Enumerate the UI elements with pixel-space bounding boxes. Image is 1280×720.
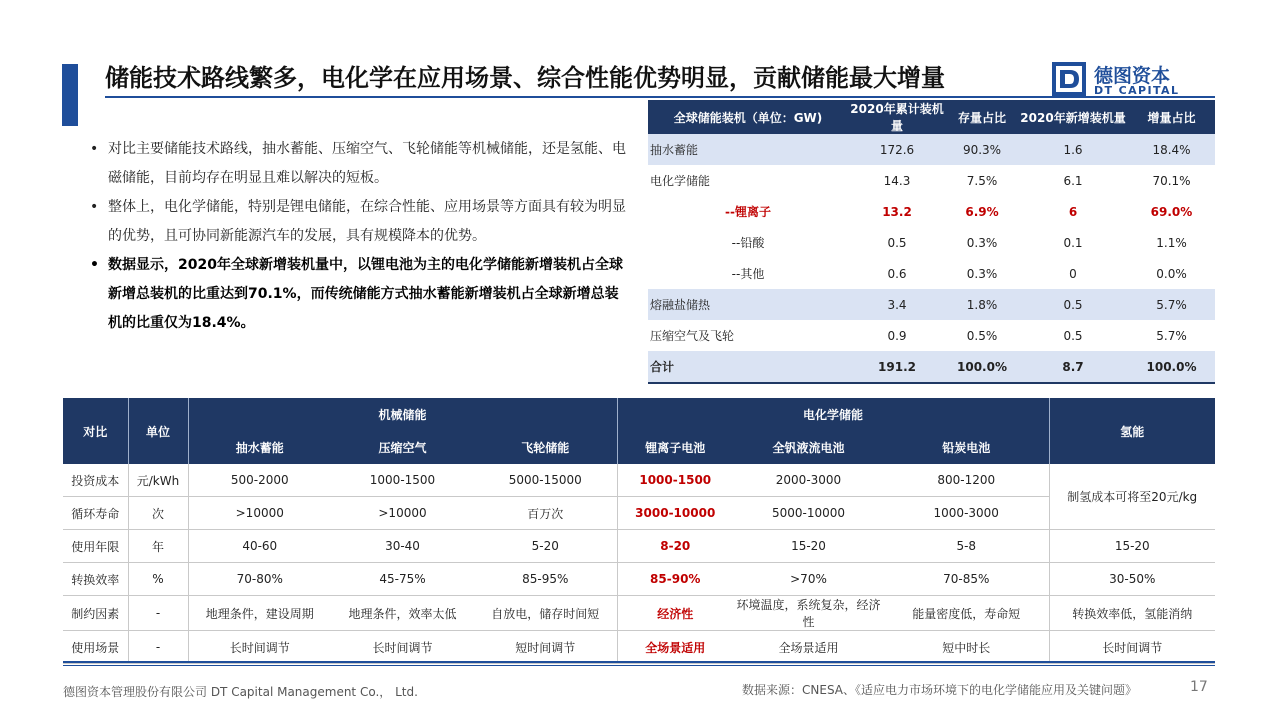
table-header-row [63,398,1215,431]
table-cell: 15-20 [733,530,884,563]
table-cell: 5-20 [474,530,617,563]
table-cell: 1000-3000 [884,497,1049,530]
table-cell: 6.1 [1063,173,1083,188]
table-cell: 0.5 [1018,289,1128,320]
header-cell: 单位 [128,398,188,464]
table-row [648,227,1215,258]
company-logo [1052,62,1222,96]
table-row [63,530,1215,563]
table-cell: 0.5% [966,328,998,343]
table-cell: 3000-10000 [617,497,733,530]
table-cell: 70-80% [188,563,331,596]
header-cell: 对比 [63,398,128,464]
table-cell: 40-60 [188,530,331,563]
bullet-item: • 数据显示，2020年全球新增装机量中，以锂电池为主的电化学储能新增装机占全球新增总装机的比重达到70.1%，而传统储能方式抽水蓄能新增装机占全球新增总装机的比重仅为18.4%。 [90,257,623,331]
dt-logo-icon [1052,62,1086,96]
table-cell: 短中时长 [884,631,1049,664]
unit-cell: 元/kWh [128,464,188,497]
table-cell: 85-90% [617,563,733,596]
row-name: 抽水蓄能 [648,134,848,165]
table-cell: 45-75% [331,563,474,596]
unit-cell: 次 [128,497,188,530]
row-label: 投资成本 [63,464,128,497]
table-cell: 长时间调节 [1049,631,1215,664]
page-number: 17 [1190,679,1208,695]
table-cell: 短时间调节 [474,631,617,664]
table-cell: 70-85% [884,563,1049,596]
table-row [648,320,1215,351]
row-label: 转换效率 [63,563,128,596]
table-row [648,196,1215,227]
header-cell: 增量占比 [1128,100,1215,134]
row-name: --锂离子 [725,205,771,219]
footer-divider [63,661,1215,663]
table-row [648,289,1215,320]
table-cell: 1.6 [1018,134,1128,165]
table-cell: 30-50% [1049,563,1215,596]
title-divider [105,96,1215,98]
table-cell: 长时间调节 [331,631,474,664]
footer-company: 德图资本管理股份有限公司 DT Capital Management Co.， Ltd. [63,685,418,699]
table-cell: 3.4 [848,289,946,320]
table-cell: 1.8% [946,289,1018,320]
table-cell: 5000-15000 [474,464,617,497]
table-cell: 0.5 [1063,328,1083,343]
row-label: 制约因素 [63,596,128,631]
header-cell: 压缩空气 [331,431,474,464]
table-cell: 8-20 [617,530,733,563]
table-row [648,258,1215,289]
summary-bullets [90,135,630,338]
row-name: 压缩空气及飞轮 [650,329,735,343]
table-cell: 5.7% [1156,328,1187,343]
row-label: 使用年限 [63,530,128,563]
table-cell: 85-95% [474,563,617,596]
table-cell: 15-20 [1049,530,1215,563]
table-cell: 1000-1500 [331,464,474,497]
footer-source: 数据来源：CNESA、《适应电力市场环境下的电化学储能应用及关键问题》 [742,683,1137,697]
table-row [63,464,1215,497]
table-cell: 5.7% [1128,289,1215,320]
table-cell: 0.3% [966,266,998,281]
table-cell: 0 [1069,266,1077,281]
table-cell: >70% [733,563,884,596]
bullet-text: 数据显示，2020年全球新增装机量中，以锂电池为主的电化学储能新增装机占全球新增总装机的比重达到70.1%，而传统储能方式抽水蓄能新增装机占全球新增总装机的比重仅为18.4%。 [108,257,623,331]
table-cell: 6.9% [965,204,999,219]
table-cell: 经济性 [617,596,733,631]
technology-comparison-table [63,398,1215,664]
table-cell: 转换效率低，氢能消纳 [1049,596,1215,631]
header-cell: 锂离子电池 [617,431,733,464]
table-cell: 0.9 [887,328,907,343]
bullet-item: • 整体上，电化学储能，特别是锂电储能，在综合性能、应用场景等方面具有较为明显的优势，且可协同新能源汽车的发展，具有规模降本的优势。 [90,199,626,244]
header-cell: 铅炭电池 [884,431,1049,464]
capacity-table [648,100,1215,384]
table-row [648,134,1215,165]
table-total-row [648,351,1215,383]
table-cell: 0.1 [1063,235,1083,250]
table-cell: 30-40 [331,530,474,563]
table-cell: 8.7 [1018,351,1128,383]
table-cell: 百万次 [474,497,617,530]
table-cell: 5-8 [884,530,1049,563]
table-cell: 环境温度，系统复杂，经济性 [733,596,884,631]
table-cell: >10000 [331,497,474,530]
table-cell: 500-2000 [188,464,331,497]
row-name: --铅酸 [731,236,765,250]
header-cell: 抽水蓄能 [188,431,331,464]
table-cell: 2000-3000 [733,464,884,497]
row-label: 循环寿命 [63,497,128,530]
table-cell: 172.6 [848,134,946,165]
table-cell: 地理条件，效率太低 [331,596,474,631]
unit-cell: - [128,596,188,631]
table-row [63,596,1215,631]
unit-cell: % [128,563,188,596]
table-cell: 自放电，储存时间短 [474,596,617,631]
row-name: --其他 [731,267,765,281]
table-cell: 1.1% [1156,235,1187,250]
header-cell: 全球储能装机（单位：GW) [648,100,848,134]
table-row [63,563,1215,596]
table-cell: 0.5 [887,235,907,250]
table-cell: 地理条件，建设周期 [188,596,331,631]
footer-divider-thin [63,665,1215,666]
table-cell: 0.6 [887,266,907,281]
table-subheader-row [63,431,1215,464]
row-name: 熔融盐储热 [648,289,848,320]
header-group-electrochemical: 电化学储能 [617,398,1049,431]
table-cell: 69.0% [1150,204,1193,219]
header-cell: 存量占比 [946,100,1018,134]
bullet-text: 对比主要储能技术路线，抽水蓄能、压缩空气、飞轮储能等机械储能，还是氢能、电磁储能，目前均存在明显且难以解决的短板。 [108,141,626,186]
table-cell: 7.5% [966,173,998,188]
logo-chinese-name: 德图资本 [1094,65,1171,87]
page-title: 储能技术路线繁多，电化学在应用场景、综合性能优势明显，贡献储能最大增量 [105,64,945,92]
table-cell: 191.2 [848,351,946,383]
header-cell: 飞轮储能 [474,431,617,464]
row-label: 使用场景 [63,631,128,664]
table-cell: 18.4% [1128,134,1215,165]
header-cell: 2020年累计装机量 [848,100,946,134]
unit-cell: - [128,631,188,664]
row-name: 电化学储能 [650,174,711,188]
table-cell: >10000 [188,497,331,530]
title-accent-bar [62,64,78,126]
table-cell: 全场景适用 [733,631,884,664]
table-cell: 能量密度低，寿命短 [884,596,1049,631]
table-cell: 14.3 [883,173,911,188]
table-cell: 6 [1068,204,1078,219]
table-cell: 800-1200 [884,464,1049,497]
table-cell: 100.0% [946,351,1018,383]
unit-cell: 年 [128,530,188,563]
table-row [63,631,1215,664]
table-cell-merged: 制氢成本可将至20元/kg [1049,464,1215,530]
table-cell: 5000-10000 [733,497,884,530]
table-cell: 0.0% [1156,266,1187,281]
table-cell: 13.2 [882,204,912,219]
header-cell: 全钒液流电池 [733,431,884,464]
header-cell: 氢能 [1049,398,1215,464]
table-row [648,165,1215,196]
table-cell: 1000-1500 [617,464,733,497]
table-cell: 90.3% [946,134,1018,165]
header-group-mechanical: 机械储能 [188,398,617,431]
bullet-item: • 对比主要储能技术路线，抽水蓄能、压缩空气、飞轮储能等机械储能，还是氢能、电磁储能，目前均存在明显且难以解决的短板。 [90,141,626,186]
table-cell: 100.0% [1128,351,1215,383]
table-header-row [648,100,1215,134]
bullet-text: 整体上，电化学储能，特别是锂电储能，在综合性能、应用场景等方面具有较为明显的优势，且可协同新能源汽车的发展，具有规模降本的优势。 [108,199,626,244]
row-name: 合计 [648,351,848,383]
table-cell: 70.1% [1152,173,1191,188]
table-row [63,497,1215,530]
table-cell: 0.3% [966,235,998,250]
header-cell: 2020年新增装机量 [1018,100,1128,134]
table-cell: 长时间调节 [188,631,331,664]
logo-english-name: DT CAPITAL [1094,84,1180,97]
table-cell: 全场景适用 [617,631,733,664]
